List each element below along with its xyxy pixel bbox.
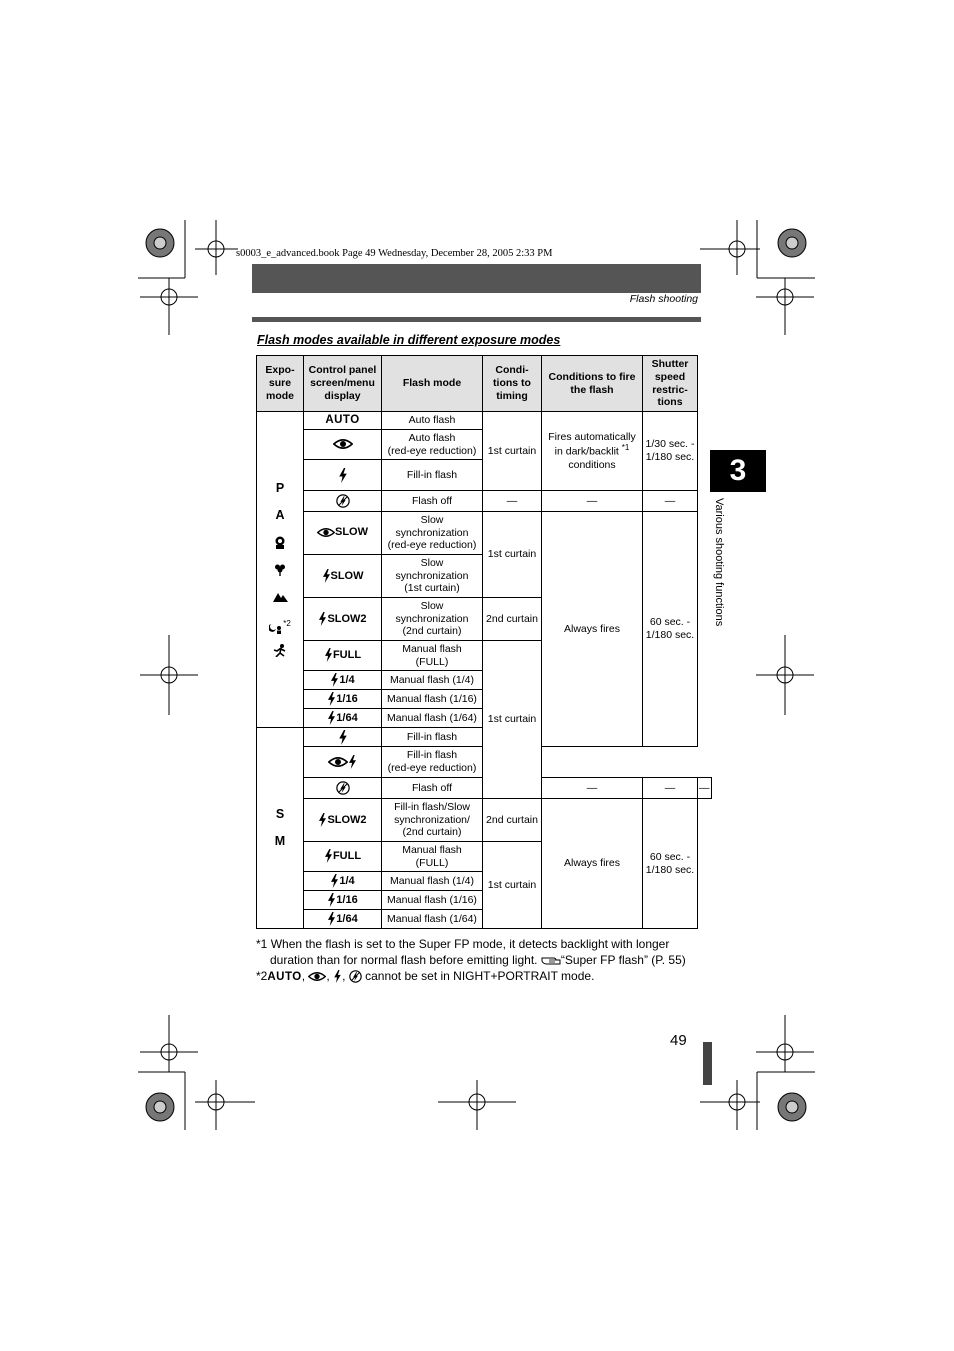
running-head: Flash shooting [629, 293, 698, 305]
flash-icon [327, 692, 336, 706]
flash-icon [327, 711, 336, 725]
chapter-label: Various shooting functions [713, 498, 725, 627]
footnotes [256, 936, 706, 985]
red-eye-flash-icon [304, 747, 382, 778]
sports-icon [258, 637, 302, 664]
mode-p: P [275, 481, 285, 495]
flash-icon [327, 912, 336, 926]
flash-mode-cell: Flash off [382, 778, 483, 799]
red-eye-icon [308, 971, 326, 982]
flash-mode-cell: Manual flash (FULL) [382, 842, 483, 872]
display-1-4: 1/4 [304, 872, 382, 891]
flash-icon [324, 648, 333, 662]
flash-icon [304, 460, 382, 491]
fire-condition-cell: Always fires [542, 512, 643, 747]
display-slow: SLOW [304, 555, 382, 598]
display-red-eye-slow: SLOW [304, 512, 382, 555]
book-file-line: s0003_e_advanced.book Page 49 Wednesday, December 28, 2005 2:33 PM [236, 248, 553, 259]
footnote-2: *2AUTO, , , cannot be set in NIGHT+PORTRAIT mode. [256, 969, 595, 983]
flash-icon [333, 970, 342, 983]
footnote-1-cont: duration than for normal flash before emitting light. “Super FP flash” (P. 55) [270, 953, 686, 967]
timing-cell: 1st curtain [483, 842, 542, 929]
shutter-cell: — [643, 491, 698, 512]
exposure-group-1 [257, 412, 304, 728]
table-row [257, 512, 712, 555]
header-flash-mode: Flash mode [382, 356, 483, 412]
flash-icon [330, 874, 339, 888]
mode-s: S [275, 807, 285, 821]
flash-mode-cell: Manual flash (1/16) [382, 690, 483, 709]
display-slow2: SLOW2 [304, 598, 382, 641]
flash-mode-cell: Slow synchronization (2nd curtain) [382, 598, 483, 641]
flash-mode-cell: Manual flash (1/64) [382, 910, 483, 929]
header-rule [252, 317, 701, 322]
chapter-tab: 3 [710, 450, 766, 492]
flash-mode-cell: Slow synchronization (1st curtain) [382, 555, 483, 598]
flash-icon [322, 569, 331, 583]
table-row [257, 491, 712, 512]
display-1-4: 1/4 [304, 671, 382, 690]
shutter-cell: 60 sec. - 1/180 sec. [643, 799, 698, 929]
header-fire: Conditions to fire the flash [542, 356, 643, 412]
table-row [257, 412, 712, 430]
landscape-icon [258, 583, 302, 610]
header-timing: Condi- tions to timing [483, 356, 542, 412]
footnote-1: *1 When the flash is set to the Super FP mode, it detects backlight with longer [256, 937, 670, 951]
display-full: FULL [304, 641, 382, 671]
flash-mode-cell: Manual flash (FULL) [382, 641, 483, 671]
timing-cell: 2nd curtain [483, 799, 542, 842]
display-full: FULL [304, 842, 382, 872]
flash-mode-cell: Manual flash (1/4) [382, 872, 483, 891]
table-row [257, 799, 712, 842]
timing-cell: 1st curtain [483, 412, 542, 491]
footnote-ref-1: *1 [621, 443, 630, 453]
fire-condition-cell: — [542, 491, 643, 512]
header-display: Control panel screen/menu display [304, 356, 382, 412]
fire-condition-cell: — [643, 778, 698, 799]
flash-off-icon [304, 491, 382, 512]
header-exposure: Expo- sure mode [257, 356, 304, 412]
page-number: 49 [670, 1032, 687, 1049]
display-1-16: 1/16 [304, 891, 382, 910]
section-title: Flash modes available in different exposure modes [257, 333, 561, 347]
flash-icon [327, 893, 336, 907]
header-shutter: Shutter speed restric- tions [643, 356, 698, 412]
shutter-cell: — [698, 778, 712, 799]
flash-mode-cell: Auto flash (red-eye reduction) [382, 430, 483, 460]
flash-mode-cell: Manual flash (1/4) [382, 671, 483, 690]
timing-cell: — [542, 778, 643, 799]
night-portrait-icon [258, 610, 302, 637]
shutter-cell: 1/30 sec. - 1/180 sec. [643, 412, 698, 491]
display-1-64: 1/64 [304, 910, 382, 929]
flash-icon [330, 673, 339, 687]
portrait-icon [258, 529, 302, 556]
flash-mode-cell: Slow synchronization (red-eye reduction) [382, 512, 483, 555]
flash-off-icon [304, 778, 382, 799]
timing-cell: 1st curtain [483, 512, 542, 598]
fire-condition-cell: Fires automatically in dark/backlit $^{*1}$ conditions [542, 412, 643, 491]
macro-icon [258, 556, 302, 583]
flash-icon [324, 849, 333, 863]
reference-hand-icon [541, 955, 561, 966]
flash-mode-cell: Manual flash (1/16) [382, 891, 483, 910]
table-header-row [257, 356, 712, 412]
red-eye-icon [317, 527, 335, 538]
timing-cell: — [483, 491, 542, 512]
red-eye-icon [304, 430, 382, 460]
flash-mode-cell: Auto flash [382, 412, 483, 430]
shutter-cell: 60 sec. - 1/180 sec. [643, 512, 698, 747]
display-slow2: SLOW2 [304, 799, 382, 842]
exposure-group-2 [257, 728, 304, 929]
flash-off-icon [349, 970, 362, 983]
timing-cell: 2nd curtain [483, 598, 542, 641]
flash-mode-cell: Fill-in flash [382, 728, 483, 747]
display-auto: AUTO [304, 412, 382, 430]
mode-m: M [274, 834, 286, 848]
display-1-16: 1/16 [304, 690, 382, 709]
flash-mode-cell: Fill-in flash [382, 460, 483, 491]
flash-mode-cell: Fill-in flash (red-eye reduction) [382, 747, 483, 778]
flash-modes-table [256, 355, 712, 929]
flash-icon [304, 728, 382, 747]
flash-mode-cell: Fill-in flash/Slow synchronization/ (2nd curtain) [382, 799, 483, 842]
timing-cell: 1st curtain [483, 641, 542, 799]
header-bar [252, 264, 701, 293]
page-bar [703, 1042, 712, 1085]
fire-condition-cell: Always fires [542, 799, 643, 929]
display-1-64: 1/64 [304, 709, 382, 728]
mode-a: A [275, 508, 285, 522]
flash-mode-cell: Manual flash (1/64) [382, 709, 483, 728]
flash-mode-cell: Flash off [382, 491, 483, 512]
footnote-ref-2: *2 [283, 619, 291, 628]
